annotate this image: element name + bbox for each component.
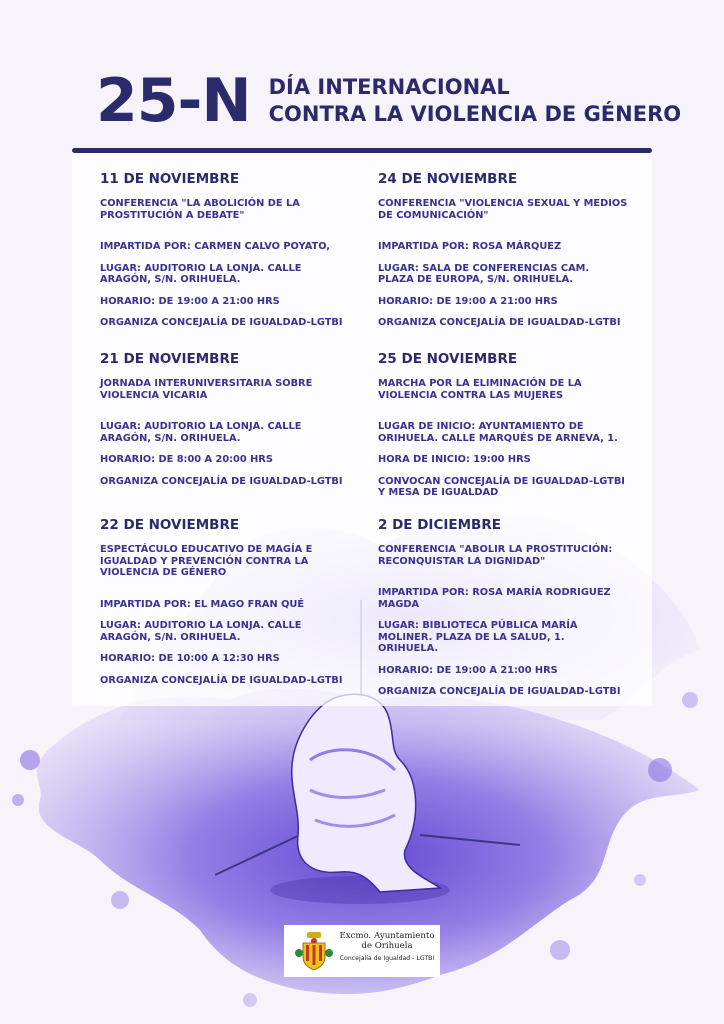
event-date: 22 DE NOVIEMBRE bbox=[100, 517, 240, 533]
logo-line-3: Concejalía de Igualdad - LGTBI bbox=[339, 955, 435, 962]
event-detail: ORGANIZA CONCEJALÍA DE IGUALDAD-LGTBI bbox=[100, 475, 343, 487]
event-date: 21 DE NOVIEMBRE bbox=[100, 351, 240, 367]
events-panel bbox=[72, 153, 652, 706]
event-date: 11 DE NOVIEMBRE bbox=[100, 171, 240, 187]
municipal-crest-icon bbox=[294, 931, 334, 971]
event-detail: IMPARTIDA POR: ROSA MÁRQUEZ bbox=[378, 241, 562, 252]
event-detail: IMPARTIDA POR: EL MAGO FRAN QUÉ bbox=[100, 598, 305, 610]
event-detail: HORARIO: DE 19:00 A 21:00 HRS bbox=[100, 295, 280, 307]
event-date: 25 DE NOVIEMBRE bbox=[378, 351, 518, 367]
event-date: 24 DE NOVIEMBRE bbox=[378, 171, 518, 187]
event-detail: ORGANIZA CONCEJALÍA DE IGUALDAD-LGTBI bbox=[378, 317, 621, 328]
event-detail: HORARIO: DE 8:00 A 20:00 HRS bbox=[100, 454, 273, 465]
event-detail: ORGANIZA CONCEJALÍA DE IGUALDAD-LGTBI bbox=[378, 686, 621, 697]
event-detail: LUGAR: AUDITORIO LA LONJA. CALLE ARAGÓN, S/N. ORIHUELA. bbox=[100, 262, 302, 285]
title-line-1: DÍA INTERNACIONAL bbox=[268, 75, 510, 99]
event-detail: IMPARTIDA POR: ROSA MARÍA RODRIGUEZ MAGDA bbox=[378, 587, 611, 610]
municipal-logo bbox=[284, 925, 440, 977]
event-title: CONFERENCIA "ABOLIR LA PROSTITUCIÓN: RECONQUISTAR LA DIGNIDAD" bbox=[378, 544, 613, 567]
logo-text bbox=[338, 931, 436, 962]
event-detail: IMPARTIDA POR: CARMEN CALVO POYATO, bbox=[100, 241, 331, 252]
event-title: JORNADA INTERUNIVERSITARIA SOBRE VIOLENCIA VICARIA bbox=[100, 378, 313, 401]
big-title: 25-N bbox=[96, 66, 251, 136]
event-detail: HORA DE INICIO: 19:00 HRS bbox=[378, 454, 531, 465]
event-detail: CONVOCAN CONCEJALÍA DE IGUALDAD-LGTBI Y MESA DE IGUALDAD bbox=[378, 475, 625, 498]
event-detail: ORGANIZA CONCEJALÍA DE IGUALDAD-LGTBI bbox=[100, 674, 343, 686]
header-titles bbox=[269, 74, 681, 128]
event-detail: HORARIO: DE 19:00 A 21:00 HRS bbox=[378, 664, 558, 676]
event-detail: LUGAR: SALA DE CONFERENCIAS CAM. PLAZA DE EUROPA, S/N. ORIHUELA. bbox=[378, 262, 590, 285]
event-detail: HORARIO: DE 10:00 A 12:30 HRS bbox=[100, 653, 280, 664]
header-divider bbox=[72, 148, 652, 153]
event-date: 2 DE DICIEMBRE bbox=[378, 517, 501, 533]
event-detail: ORGANIZA CONCEJALÍA DE IGUALDAD-LGTBI bbox=[100, 317, 343, 328]
event-title: ESPECTÁCULO EDUCATIVO DE MAGÍA E IGUALDAD Y PREVENCIÓN CONTRA LA VIOLENCIA DE GÉNERO bbox=[100, 544, 313, 578]
event-title: CONFERENCIA "LA ABOLICIÓN DE LA PROSTITUCIÓN A DEBATE" bbox=[100, 198, 300, 221]
event-detail: HORARIO: DE 19:00 A 21:00 HRS bbox=[378, 295, 558, 307]
logo-line-2: de Orihuela bbox=[361, 941, 413, 951]
event-title: CONFERENCIA "VIOLENCIA SEXUAL Y MEDIOS DE COMUNICACIÓN" bbox=[378, 198, 628, 221]
event-detail: LUGAR: AUDITORIO LA LONJA. CALLE ARAGÓN, S/N. ORIHUELA. bbox=[100, 620, 302, 643]
event-detail: LUGAR: AUDITORIO LA LONJA. CALLE ARAGÓN, S/N. ORIHUELA. bbox=[100, 421, 302, 444]
logo-line-1: Excmo. Ayuntamiento bbox=[339, 931, 435, 941]
event-title: MARCHA POR LA ELIMINACIÓN DE LA VIOLENCIA CONTRA LAS MUJERES bbox=[378, 378, 582, 401]
poster-header bbox=[96, 66, 681, 136]
event-detail: LUGAR DE INICIO: AYUNTAMIENTO DE ORIHUELA. CALLE MARQUÉS DE ARNEVA, 1. bbox=[378, 421, 618, 444]
event-detail: LUGAR: BIBLIOTECA PÚBLICA MARÍA MOLINER. PLAZA DE LA SALUD, 1. ORIHUELA. bbox=[378, 620, 578, 654]
title-line-2: CONTRA LA VIOLENCIA DE GÉNERO bbox=[268, 102, 682, 126]
